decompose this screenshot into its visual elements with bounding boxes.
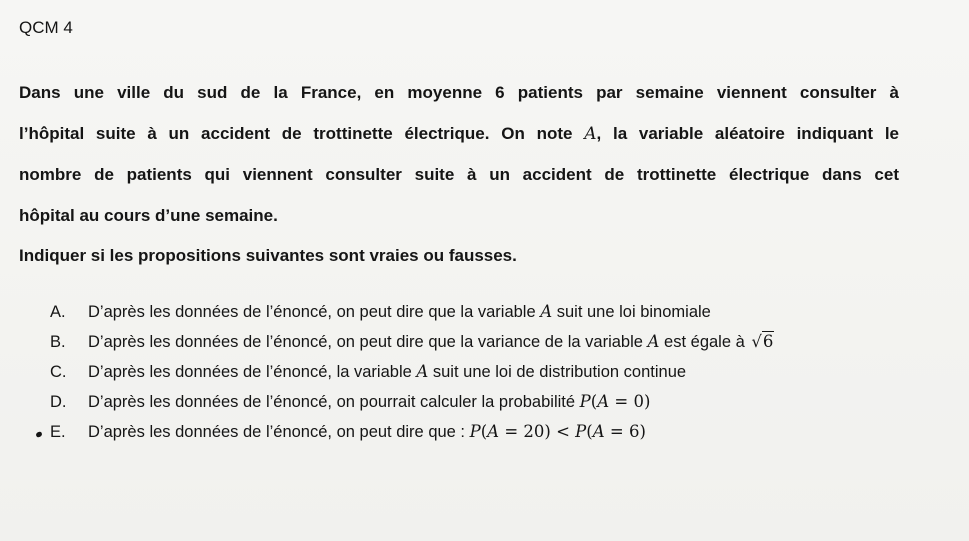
option-c[interactable] (50, 360, 774, 390)
pen-mark (35, 431, 42, 438)
option-a[interactable] (50, 300, 774, 330)
option-text (88, 330, 774, 354)
option-text (88, 360, 686, 384)
probability-inequality: P(A = 20) < P(A = 6) (469, 422, 646, 441)
probability-expression: P(A = 0) (579, 392, 651, 411)
option-letter: D. (50, 393, 67, 411)
statement-line-1: Dans une ville du sud de la France, en moyenne 6 patients par semaine viennent consulter à (19, 83, 899, 102)
question-title: QCM 4 (19, 18, 73, 37)
option-b[interactable] (50, 330, 774, 360)
variable-a: A (647, 332, 660, 351)
option-d-text: D’après les données de l’énoncé, on pourrait calculer la probabilité (88, 393, 580, 411)
variable-a: A (540, 302, 553, 321)
statement-line-2 (19, 113, 899, 154)
variable-a: A (584, 124, 597, 144)
option-letter: C. (50, 363, 67, 381)
option-letter: E. (50, 423, 66, 441)
option-b-mid: est égale à (659, 333, 750, 351)
option-text (88, 390, 650, 414)
option-e[interactable] (50, 420, 774, 450)
statement-line-2-text: l’hôpital suite à un accident de trottinette électrique. On note (19, 124, 585, 143)
sqrt-radicand: 6 (762, 332, 774, 351)
option-c-text: D’après les données de l’énoncé, la variable (88, 363, 417, 381)
option-letter: B. (50, 333, 66, 351)
option-text (88, 300, 711, 324)
statement-line-4: hôpital au cours d’une semaine. (19, 206, 278, 225)
option-c-end: suit une loi de distribution continue (428, 363, 687, 381)
variable-a: A (416, 362, 429, 381)
statement-line-2-end: , la variable aléatoire indiquant le (596, 124, 899, 143)
option-a-end: suit une loi binomiale (552, 303, 711, 321)
square-root: √6 (751, 332, 774, 351)
option-e-text: D’après les données de l’énoncé, on peut dire que : (88, 423, 470, 441)
option-a-text: D’après les données de l’énoncé, on peut dire que la variable (88, 303, 541, 321)
question-statement (19, 72, 899, 236)
options-list (50, 300, 774, 450)
instruction: Indiquer si les propositions suivantes sont vraies ou fausses. (19, 246, 517, 265)
option-letter: A. (50, 303, 66, 321)
option-b-text: D’après les données de l’énoncé, on peut dire que la variance de la variable (88, 333, 648, 351)
statement-line-3: nombre de patients qui viennent consulter suite à un accident de trottinette électrique dans cet (19, 165, 899, 184)
option-d[interactable] (50, 390, 774, 420)
option-text (88, 420, 646, 444)
